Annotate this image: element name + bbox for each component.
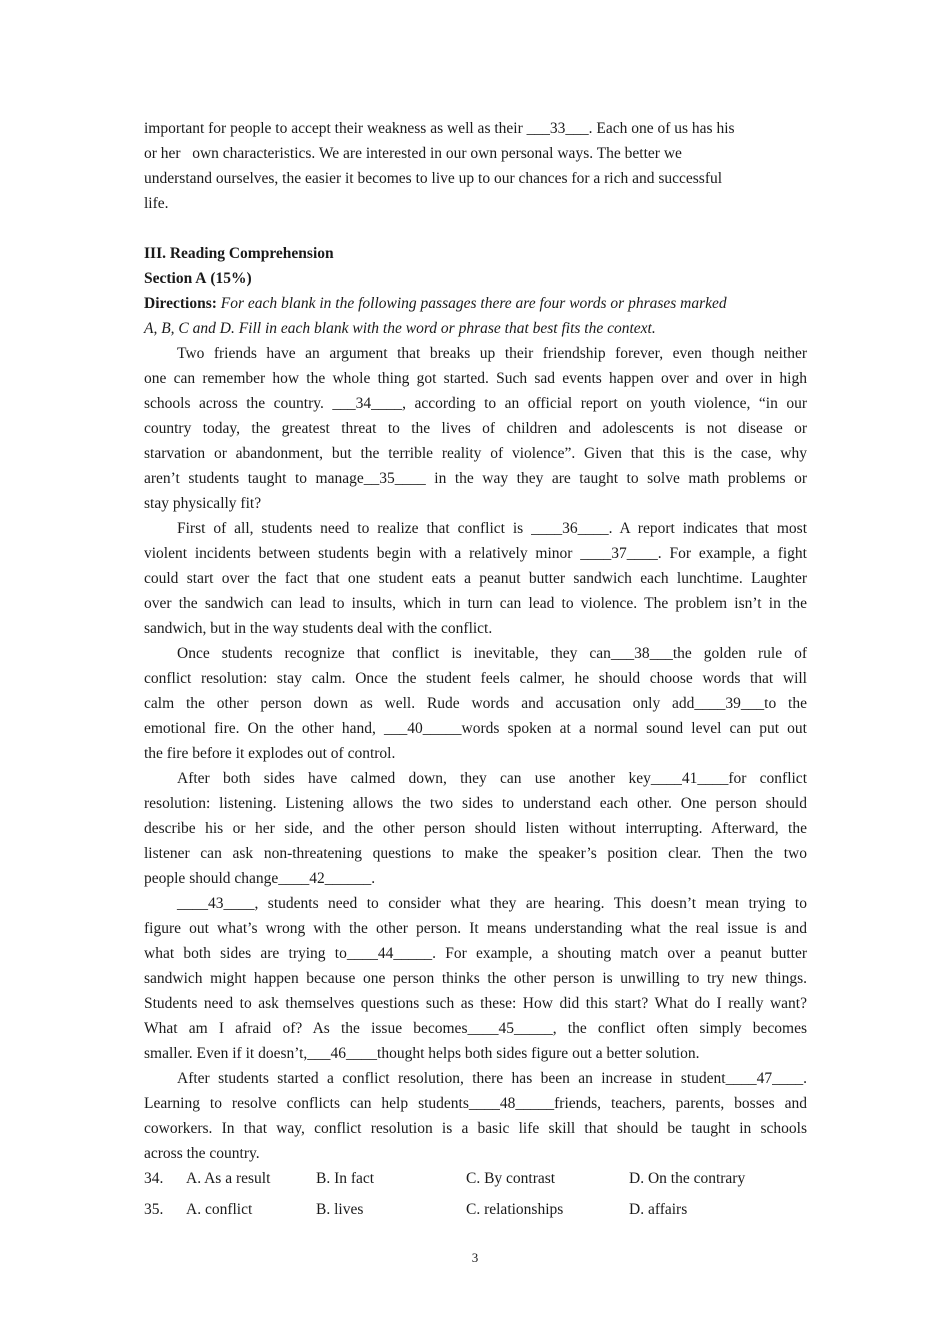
question-34 <box>144 1166 807 1197</box>
text-line: aren’t students taught to manage__35____ in the way they are taught to solve math problems or <box>144 470 807 487</box>
text-line: First of all, students need to realize that conflict is ____36____. A report indicates that most <box>177 520 807 537</box>
text-line: over the sandwich can lead to insults, which in turn can lead to violence. The problem isn’t in the <box>144 595 807 612</box>
section-label: Section A <box>144 270 207 287</box>
passage-paragraph-4 <box>144 766 807 891</box>
option-d: D. affairs <box>629 1201 688 1218</box>
text-line: understand ourselves, the easier it becomes to live up to our chances for a rich and successful <box>144 170 723 187</box>
text-line: emotional fire. On the other hand, ___40_____words spoken at a normal sound level can put out <box>144 720 807 737</box>
passage-paragraph-2 <box>144 516 807 641</box>
directions-text: For each blank in the following passages there are four words or phrases marked <box>220 295 727 312</box>
section-title: III. Reading Comprehension <box>144 245 334 262</box>
option-c: C. By contrast <box>466 1170 556 1187</box>
passage-paragraph-1 <box>144 341 807 516</box>
question-list <box>144 1166 807 1228</box>
page-number: 3 <box>471 1250 479 1265</box>
text-line: Once students recognize that conflict is inevitable, they can___38___the golden rule of <box>177 645 807 662</box>
text-line: one can remember how the whole thing got started. Such sad events happen over and over in high <box>144 370 807 387</box>
question-35 <box>144 1197 807 1228</box>
directions-line <box>144 291 807 316</box>
option-c: C. relationships <box>466 1201 564 1218</box>
text-line: schools across the country. ___34____, according to an official report on youth violence, “in our <box>144 395 807 412</box>
text-line: the fire before it explodes out of control. <box>144 745 396 762</box>
text-line: smaller. Even if it doesn’t,___46____thought helps both sides figure out a better solution. <box>144 1045 700 1062</box>
text-line: country today, the greatest threat to the lives of children and adolescents is not disease or <box>144 420 807 437</box>
option-a: A. As a result <box>186 1170 271 1187</box>
option-a: A. conflict <box>186 1201 253 1218</box>
text-line: coworkers. In that way, conflict resolution is a basic life skill that should be taught in schools <box>144 1120 807 1137</box>
section-percentage: (15%) <box>210 270 252 287</box>
text-line: violent incidents between students begin with a relatively minor ____37____. For example, a fight <box>144 545 807 562</box>
text-line: people should change____42______. <box>144 870 376 887</box>
text-line: important for people to accept their weakness as well as their ___33___. Each one of us has his <box>144 120 735 137</box>
document-page <box>144 116 807 1228</box>
question-number: 34. <box>144 1170 164 1187</box>
directions-text-continued: A, B, C and D. Fill in each blank with the word or phrase that best fits the context. <box>144 320 656 337</box>
passage-paragraph-6 <box>144 1066 807 1166</box>
text-line: stay physically fit? <box>144 495 262 512</box>
directions-label: Directions: <box>144 295 217 312</box>
text-line: listener can ask non-threatening questions to make the speaker’s position clear. Then the two <box>144 845 807 862</box>
text-line: what both sides are trying to____44_____. For example, a shouting match over a peanut butter <box>144 945 807 962</box>
text-line: Learning to resolve conflicts can help students____48_____friends, teachers, parents, bosses and <box>144 1095 807 1112</box>
passage-paragraph-3 <box>144 641 807 766</box>
text-line: calm the other person down as well. Rude words and accusation only add____39___to the <box>144 695 807 712</box>
text-line: life. <box>144 195 169 212</box>
text-line: conflict resolution: stay calm. Once the student feels calmer, he should choose words that will <box>144 670 807 687</box>
option-b: B. lives <box>316 1201 364 1218</box>
text-line: ____43____, students need to consider what they are hearing. This doesn’t mean trying to <box>177 895 807 912</box>
text-line: figure out what’s wrong with the other person. It means understanding what the real issue is and <box>144 920 807 937</box>
text-line: describe his or her side, and the other person should listen without interrupting. Afterward, the <box>144 820 807 837</box>
option-b: B. In fact <box>316 1170 375 1187</box>
text-line: Two friends have an argument that breaks up their friendship forever, even though neither <box>177 345 807 362</box>
text-line: After both sides have calmed down, they can use another key____41____for conflict <box>177 770 807 787</box>
text-line: or her own characteristics. We are interested in our own personal ways. The better we <box>144 145 682 162</box>
text-line: After students started a conflict resolution, there has been an increase in student____47____. <box>177 1070 807 1087</box>
text-line: starvation or abandonment, but the terrible reality of violence”. Given that this is the case, why <box>144 445 807 462</box>
question-number: 35. <box>144 1201 164 1218</box>
text-line: sandwich might happen because one person thinks the other person is unwilling to try new things. <box>144 970 807 987</box>
section-subtitle <box>144 266 807 291</box>
intro-paragraph <box>144 116 807 216</box>
passage-paragraph-5 <box>144 891 807 1066</box>
text-line: sandwich, but in the way students deal with the conflict. <box>144 620 493 637</box>
text-line: What am I afraid of? As the issue becomes____45_____, the conflict often simply becomes <box>144 1020 807 1037</box>
spacer <box>144 216 807 241</box>
text-line: resolution: listening. Listening allows the two sides to understand each other. One person should <box>144 795 807 812</box>
text-line: across the country. <box>144 1145 260 1162</box>
text-line: could start over the fact that one student eats a peanut butter sandwich each lunchtime. Laughter <box>144 570 807 587</box>
option-d: D. On the contrary <box>629 1170 746 1187</box>
text-line: Students need to ask themselves questions such as these: How did this start? What do I really want? <box>144 995 807 1012</box>
